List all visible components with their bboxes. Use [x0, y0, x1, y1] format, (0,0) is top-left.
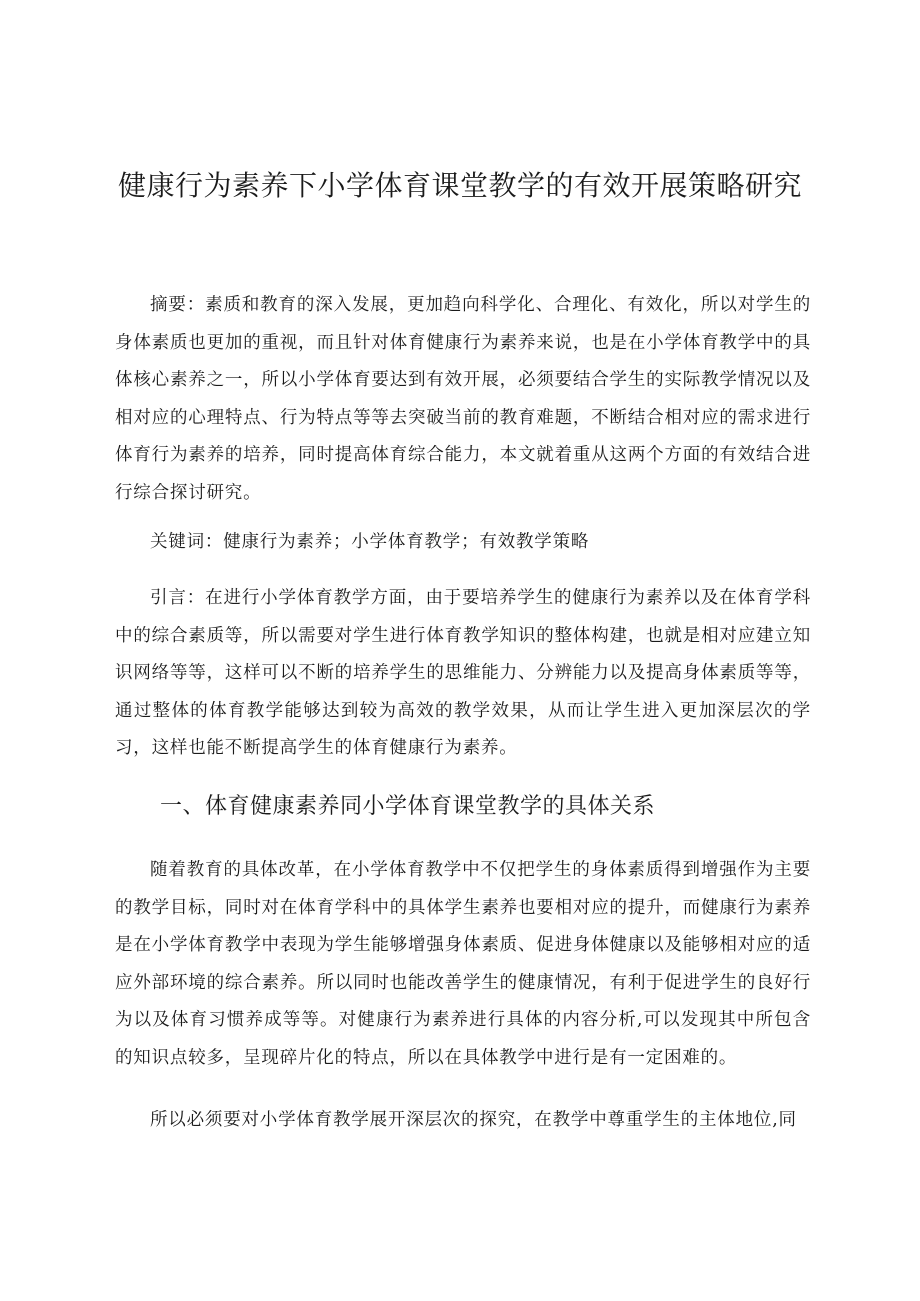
body-paragraph-2: 所以必须要对小学体育教学展开深层次的探究，在教学中尊重学生的主体地位,同: [150, 1110, 797, 1130]
introduction-paragraph: 引言：在进行小学体育教学方面，由于要培养学生的健康行为素养以及在体育学科中的综合素质等，所以需要对学生进行体育教学知识的整体构建，也就是相对应建立知识网络等等，这样可以不断的培养学生的思维能力、分辨能力以及提高身体素质等等，通过整体的体育教学能够达到较为高效的教学效果，从而让学生进入更加深层次的学习，这样也能不断提高学生的体育健康行为素养。: [115, 588, 811, 758]
body-paragraph-1: 随着教育的具体改革，在小学体育教学中不仅把学生的身体素质得到增强作为主要的教学目标，同时对在体育学科中的具体学生素养也要相对应的提升，而健康行为素养是在小学体育教学中表现为学生能够增强身体素质、促进身体健康以及能够相对应的适应外部环境的综合素养。所以同时也能改善学生的健康情况，有利于促进学生的良好行为以及体育习惯养成等等。对健康行为素养进行具体的内容分析,可以发现其中所包含的知识点较多，呈现碎片化的特点，所以在具体教学中进行是有一定困难的。: [115, 860, 811, 1068]
abstract-paragraph: 摘要：素质和教育的深入发展，更加趋向科学化、合理化、有效化，所以对学生的身体素质也更加的重视，而且针对体育健康行为素养来说，也是在小学体育教学中的具体核心素养之一，所以小学体育要达到有效开展，必须要结合学生的实际教学情况以及相对应的心理特点、行为特点等等去突破当前的教育难题，不断结合相对应的需求进行体育行为素养的培养，同时提高体育综合能力，本文就着重从这两个方面的有效结合进行综合探讨研究。: [115, 295, 811, 503]
keywords-paragraph: 关键词：健康行为素养；小学体育教学；有效教学策略: [150, 532, 590, 552]
page-title: 健康行为素养下小学体育课堂教学的有效开展策略研究: [117, 169, 802, 202]
section-heading: 一、体育健康素养同小学体育课堂教学的具体关系: [160, 794, 656, 819]
